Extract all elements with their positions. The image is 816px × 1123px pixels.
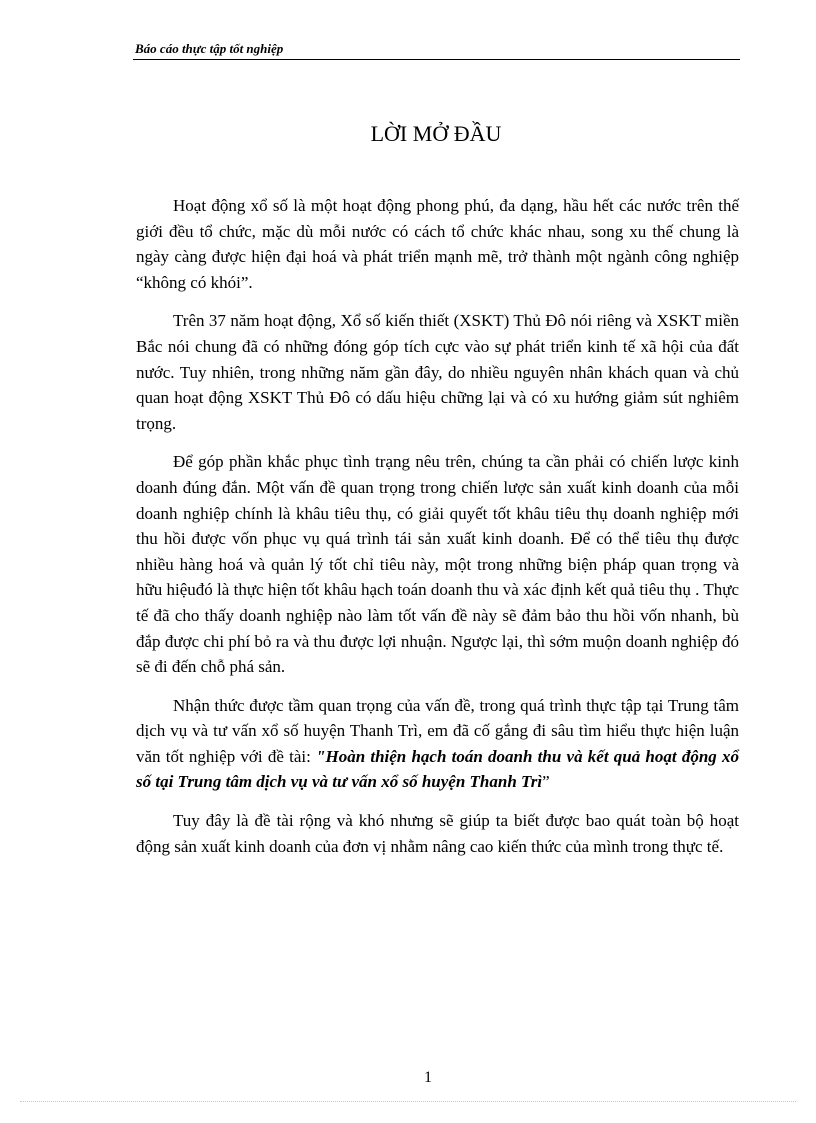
topic-paragraph-intro: Nhận thức được tầm quan trọng của vấn đề, trong quá trình thực tập tại Trung tâm dịch vụ và tư vấn xổ số huyện Thanh Trì, em đã cố gắng đi sâu tìm hiểu thực hiện luận văn tốt nghiệp với đề tài:: [136, 695, 739, 766]
page-title: LỜI MỞ ĐẦU: [370, 121, 502, 146]
body-paragraph-2: Trên 37 năm hoạt động, Xổ số kiến thiết (XSKT) Thủ Đô nói riêng và XSKT miền Bắc nói chung đã có những đóng góp tích cực vào sự phát triển kinh tế xã hội của đất nước. Tuy nhiên, trong những năm gần đây, do nhiều nguyên nhân khách quan và chủ quan hoạt động XSKT Thủ Đô có dấu hiệu chững lại và có xu hướng giảm sút nghiêm trọng.: [136, 311, 739, 433]
closing-paragraph: Tuy đây là đề tài rộng và khó nhưng sẽ giúp ta biết được bao quát toàn bộ hoạt động sản xuất kinh doanh của đơn vị nhằm nâng cao kiến thức của mình trong thực tế.: [136, 811, 739, 856]
header-divider: [133, 59, 740, 60]
thesis-title-close-quote: ”: [542, 772, 550, 792]
running-header-title: Báo cáo thực tập tốt nghiệp: [135, 41, 284, 56]
body-paragraph-1: Hoạt động xổ số là một hoạt động phong phú, đa dạng, hầu hết các nước trên thế giới đều tổ chức, mặc dù mỗi nước có cách tổ chức khác nhau, song xu thế chung là ngày càng được hiện đại hoá và phát triển mạnh mẽ, trở thành một ngành công nghiệp “không có khói”.: [136, 196, 739, 292]
topic-paragraph: [136, 693, 739, 795]
document-body: [136, 193, 739, 872]
body-paragraph-3: Để góp phần khắc phục tình trạng nêu trên, chúng ta cần phải có chiến lược kinh doanh đúng đắn. Một vấn đề quan trọng trong chiến lược sản xuất kinh doanh của mỗi doanh nghiệp chính là khâu tiêu thụ, có giải quyết tốt khâu tiêu thụ doanh nghiệp mới thu hồi được vốn phục vụ quá trình tái sản xuất kinh doanh. Để có thể tiêu thụ được nhiều hàng hoá và quản lý tốt chỉ tiêu này, một trong những biện pháp quan trọng và hữu hiệuđó là thực hiện tốt khâu hạch toán doanh thu và xác định kết quả tiêu thụ . Thực tế đã cho thấy doanh nghiệp nào làm tốt vấn đề này sẽ đảm bảo thu hồi vốn nhanh, bù đắp được chi phí bỏ ra và thu được lợi nhuận. Ngược lại, thì sớm muộn doanh nghiệp đó sẽ đi đến chỗ phá sản.: [136, 452, 739, 677]
thesis-title: "Hoàn thiện hạch toán doanh thu và kết quả hoạt động xổ số tại Trung tâm dịch vụ và tư vấn xổ số huyện Thanh Trì: [136, 746, 739, 792]
page-number: 1: [424, 1069, 432, 1086]
footer-divider: [20, 1101, 796, 1102]
